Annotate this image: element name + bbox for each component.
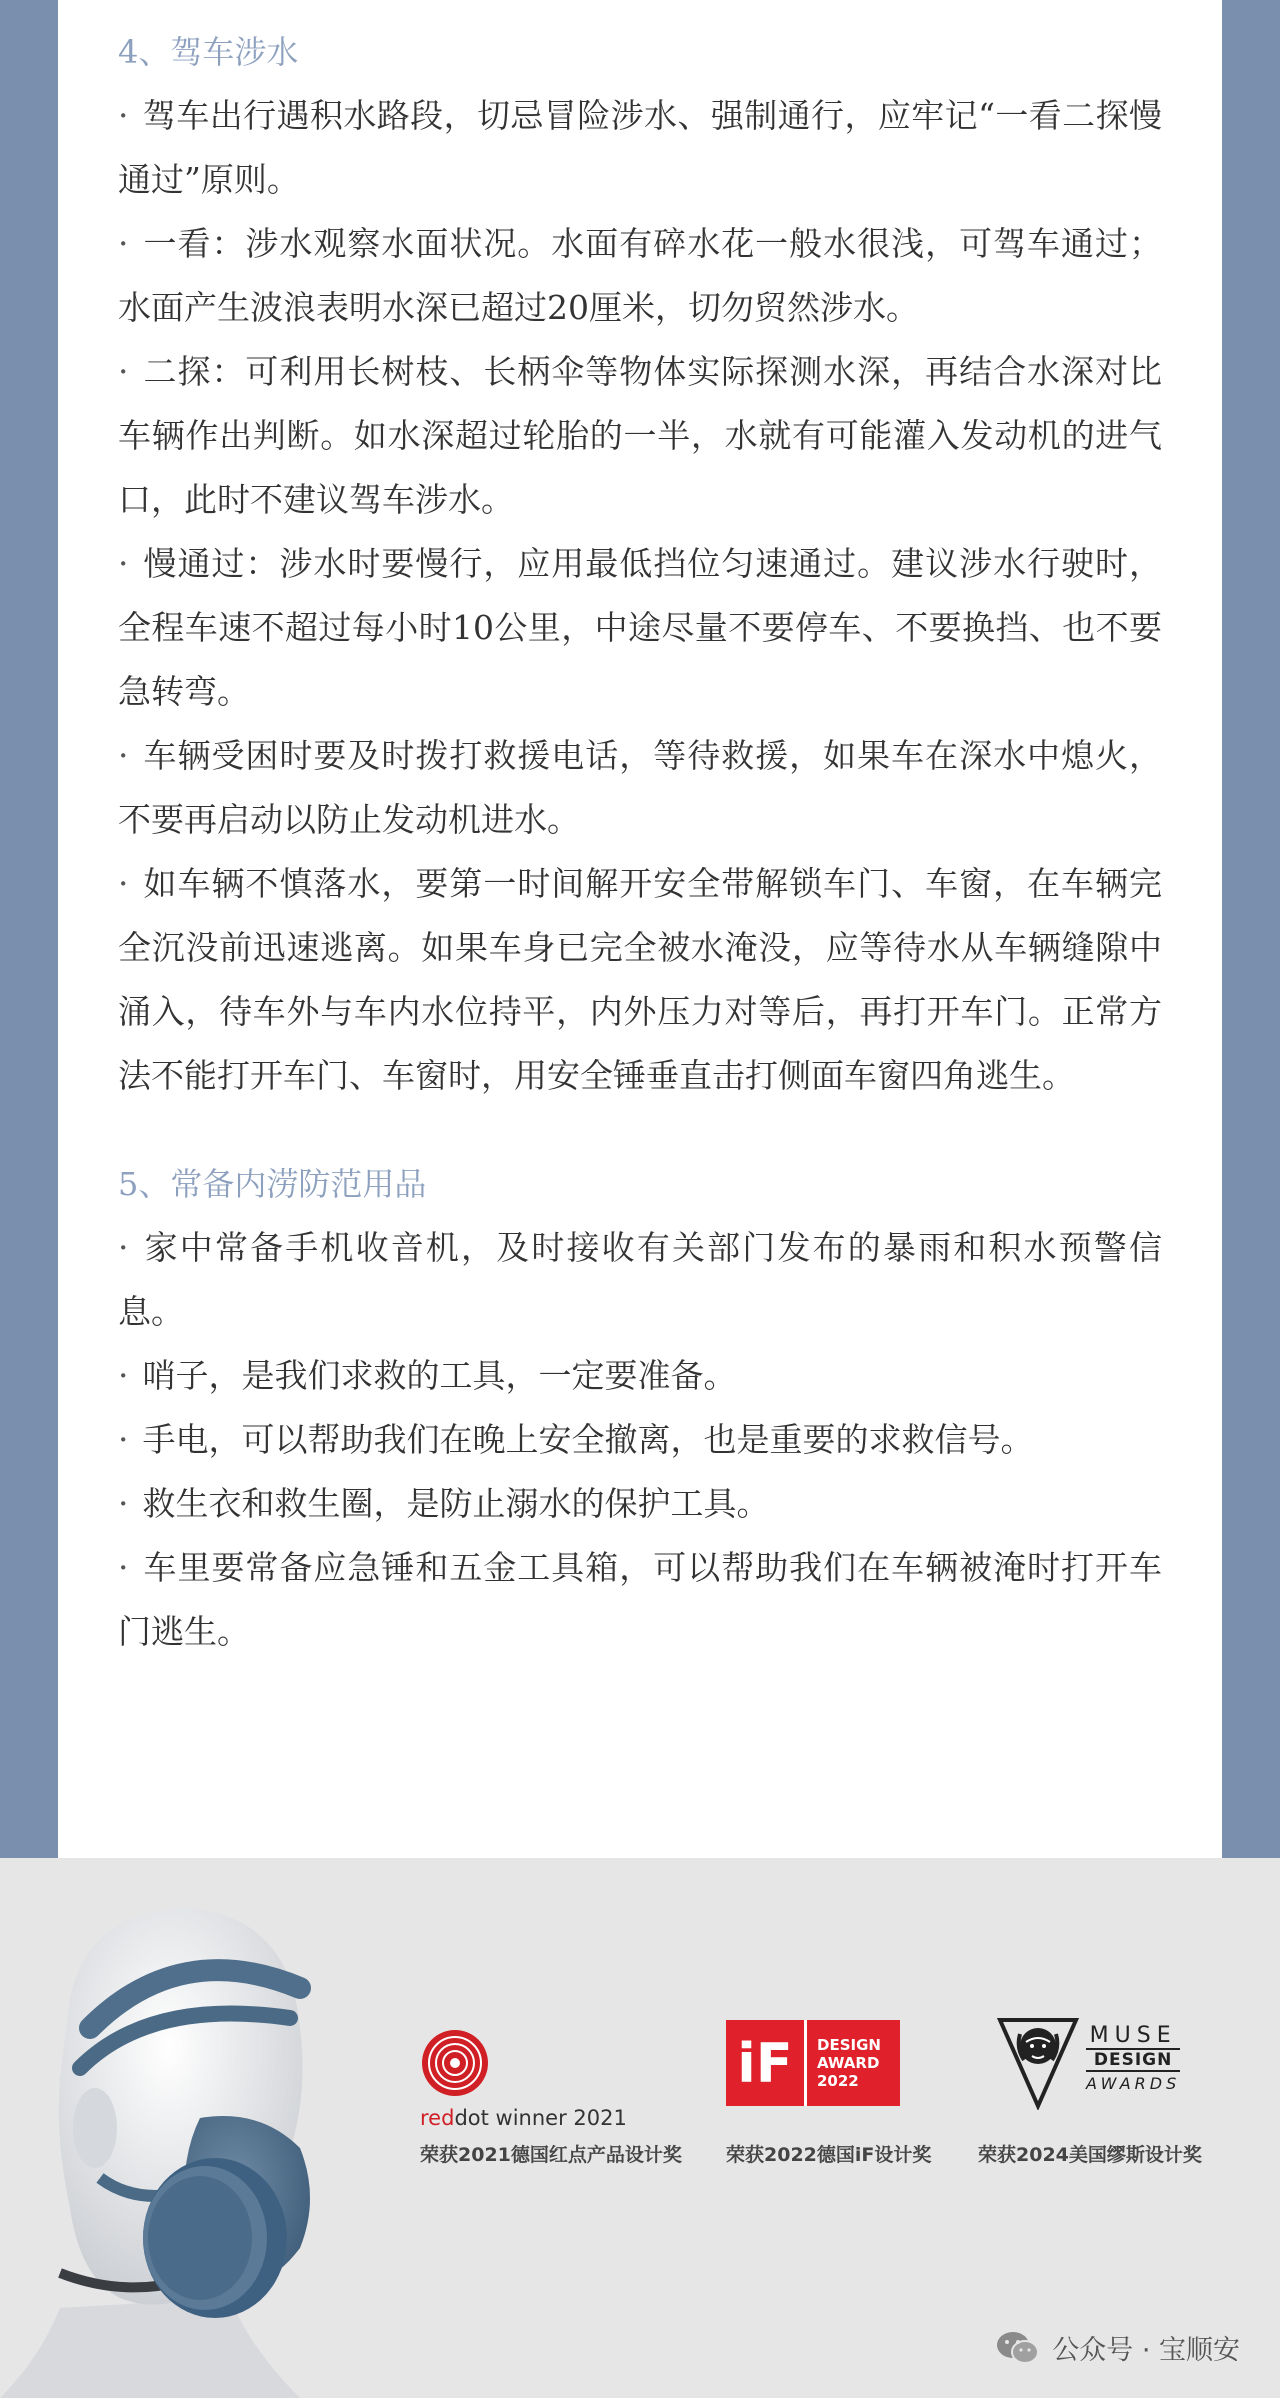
bullet-dot: · xyxy=(118,544,129,583)
section-4-heading: 4、驾车涉水 xyxy=(118,33,299,71)
reddot-logo xyxy=(420,2028,490,2098)
paragraph-text: 哨子，是我们求救的工具，一定要准备。 xyxy=(142,1356,737,1395)
section-5-paragraph xyxy=(118,1408,1162,1472)
bullet-dot: · xyxy=(118,864,129,903)
muse-caption: 荣获2024美国缪斯设计奖 xyxy=(978,2144,1202,2166)
muse-face-logo xyxy=(996,2014,1080,2110)
section-4-paragraph xyxy=(118,84,1162,212)
paragraph-text: 手电，可以帮助我们在晚上安全撤离，也是重要的求救信号。 xyxy=(142,1420,1034,1459)
section-5-content xyxy=(118,1216,1162,1664)
bullet-dot: · xyxy=(118,1484,129,1523)
bullet-dot: · xyxy=(118,736,129,775)
wechat-label: 公众号 · 宝顺安 xyxy=(1052,2335,1240,2366)
paragraph-text: 家中常备手机收音机，及时接收有关部门发布的暴雨和积水预警信息。 xyxy=(118,1228,1162,1331)
reddot-winner-text: reddot winner 2021 xyxy=(420,2106,627,2130)
section-5-paragraph xyxy=(118,1472,1162,1536)
muse-wordmark: MUSE DESIGN AWARDS xyxy=(1086,2023,1181,2093)
paragraph-text: 车辆受困时要及时拨打救援电话，等待救援，如果车在深水中熄火，不要再启动以防止发动机进水。 xyxy=(118,736,1162,839)
respirator-mask-illustration xyxy=(0,1878,380,2398)
reddot-caption: 荣获2021德国红点产品设计奖 xyxy=(420,2144,682,2166)
bullet-dot: · xyxy=(118,352,129,391)
section-4-paragraph xyxy=(118,852,1162,1108)
bullet-dot: · xyxy=(118,1548,129,1587)
if-mark: iF xyxy=(726,2020,807,2106)
if-logo xyxy=(726,2020,900,2106)
section-4-paragraph xyxy=(118,340,1162,532)
paragraph-text: 二探：可利用长树枝、长柄伞等物体实际探测水深，再结合水深对比车辆作出判断。如水深超过轮胎的一半，水就有可能灌入发动机的进气口，此时不建议驾车涉水。 xyxy=(118,352,1162,519)
paragraph-text: 如车辆不慎落水，要第一时间解开安全带解锁车门、车窗，在车辆完全沉没前迅速逃离。如果车身已完全被水淹没，应等待水从车辆缝隙中涌入，待车外与车内水位持平，内外压力对等后，再打开车门。正常方法不能打开车门、车窗时，用安全锤垂直击打侧面车窗四角逃生。 xyxy=(118,864,1162,1095)
section-5-heading: 5、常备内涝防范用品 xyxy=(118,1165,427,1203)
wechat-icon xyxy=(996,2331,1040,2365)
section-4-paragraph xyxy=(118,532,1162,724)
section-4-paragraph xyxy=(118,212,1162,340)
bullet-dot: · xyxy=(118,1228,129,1267)
bullet-dot: · xyxy=(118,1356,129,1395)
paragraph-text: 驾车出行遇积水路段，切忌冒险涉水、强制通行，应牢记“一看二探慢通过”原则。 xyxy=(118,96,1162,199)
bullet-dot: · xyxy=(118,224,129,263)
footer-banner xyxy=(0,1858,1280,2398)
paragraph-text: 车里要常备应急锤和五金工具箱，可以帮助我们在车辆被淹时打开车门逃生。 xyxy=(118,1548,1162,1651)
wechat-account-watermark xyxy=(996,2328,1240,2367)
if-caption: 荣获2022德国iF设计奖 xyxy=(726,2144,932,2166)
paragraph-text: 救生衣和救生圈，是防止溺水的保护工具。 xyxy=(142,1484,770,1523)
article-body xyxy=(58,0,1222,1858)
section-5-paragraph xyxy=(118,1536,1162,1664)
section-4-paragraph xyxy=(118,724,1162,852)
section-5-paragraph xyxy=(118,1216,1162,1344)
paragraph-text: 慢通过：涉水时要慢行，应用最低挡位匀速通过。建议涉水行驶时，全程车速不超过每小时10公里，中途尽量不要停车、不要换挡、也不要急转弯。 xyxy=(118,544,1162,711)
if-words: DESIGN AWARD 2022 xyxy=(817,2036,881,2090)
bullet-dot: · xyxy=(118,96,129,135)
paragraph-text: 一看：涉水观察水面状况。水面有碎水花一般水很浅，可驾车通过；水面产生波浪表明水深已超过20厘米，切勿贸然涉水。 xyxy=(118,224,1162,327)
bullet-dot: · xyxy=(118,1420,129,1459)
section-5-paragraph xyxy=(118,1344,1162,1408)
section-4-content xyxy=(118,84,1162,1108)
